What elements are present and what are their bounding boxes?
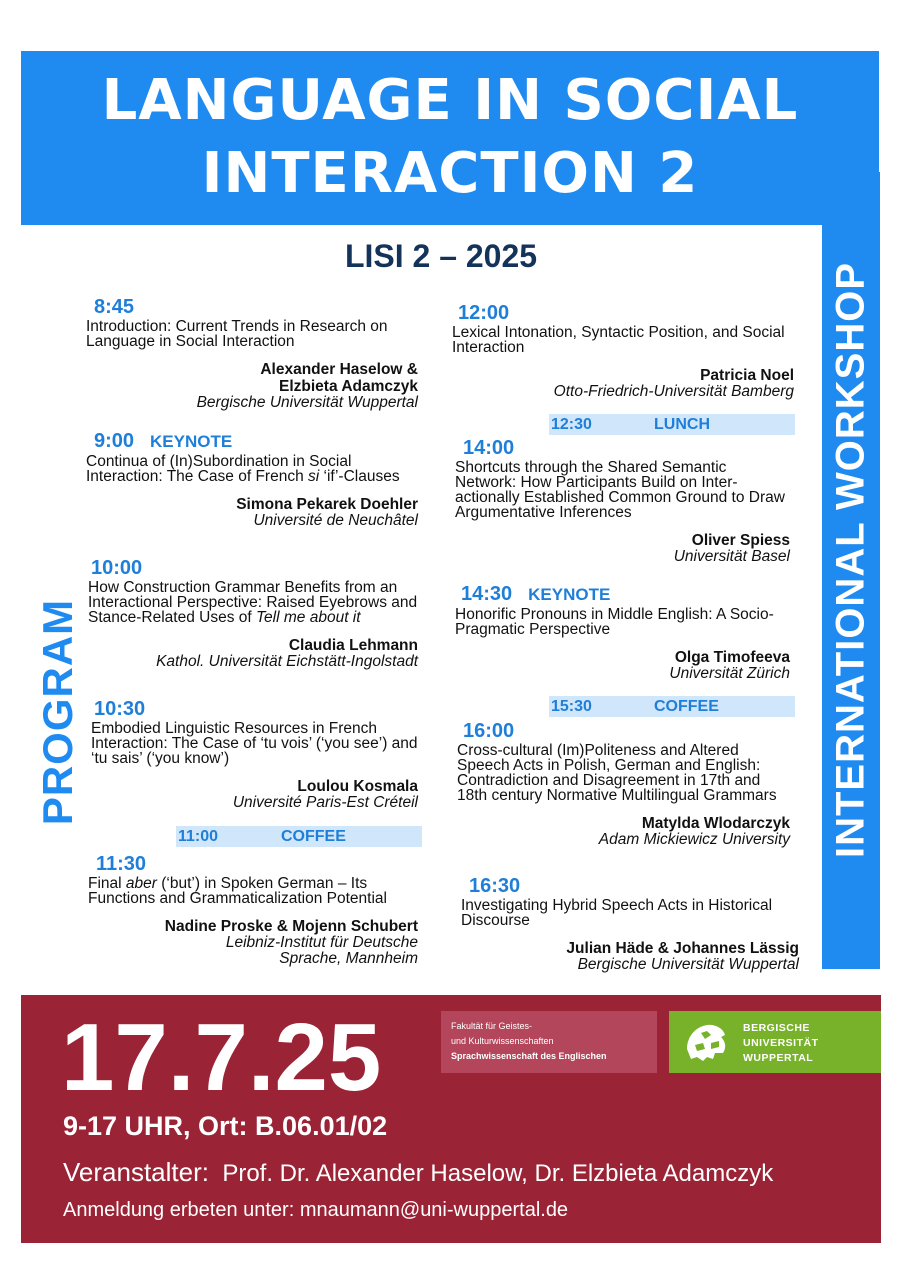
talk-title: Embodied Linguistic Resources in French Interaction: The Case of ‘tu vois’ (‘you see’) and ‘tu sais’ (‘you know’) <box>91 720 418 767</box>
talk-title: Lexical Intonation, Syntactic Position, and Social Interaction <box>452 324 785 356</box>
speaker: Alexander Haselow & Elzbieta Adamczyk <box>260 361 418 395</box>
organizer-label: Veranstalter: <box>63 1157 209 1187</box>
title-banner <box>21 51 879 225</box>
session-time: 11:30 <box>96 853 147 875</box>
session-1130 <box>88 853 418 967</box>
time-location: 9-17 UHR, Ort: B.06.01/02 <box>63 1111 388 1141</box>
faculty-box <box>441 1011 657 1073</box>
break-time: 15:30 <box>551 698 592 715</box>
keynote-badge: KEYNOTE <box>528 585 611 604</box>
talk-title <box>88 876 418 906</box>
international-workshop-label: INTERNATIONAL WORKSHOP <box>828 261 873 859</box>
talk-title: Introduction: Current Trends in Research on Language in Social Interaction <box>86 318 388 350</box>
session-time: 10:00 <box>91 557 143 579</box>
keynote-badge: KEYNOTE <box>150 432 233 451</box>
institution: Universität Basel <box>673 548 790 565</box>
uni-line-3: WUPPERTAL <box>743 1052 814 1064</box>
title-italic: aber <box>125 875 157 892</box>
session-1000 <box>88 557 418 670</box>
institution: Kathol. Universität Eichstätt-Ingolstadt <box>156 653 418 670</box>
institution: Adam Mickiewicz University <box>598 831 790 848</box>
session-1200 <box>452 302 794 400</box>
program-label: PROGRAM <box>34 598 81 826</box>
session-1030 <box>91 698 418 811</box>
speaker: Nadine Proske & Mojenn Schubert <box>164 918 418 935</box>
organizers <box>63 1157 773 1188</box>
title-part: Final <box>88 875 126 892</box>
session-845 <box>86 296 418 411</box>
break-time: 11:00 <box>178 828 219 845</box>
break-coffee-1100 <box>176 826 422 847</box>
session-1430 <box>455 583 790 682</box>
title-line-1: LANGUAGE IN SOCIAL <box>101 68 799 133</box>
talk-title: Cross-cultural (Im)Politeness and Altered Speech Acts in Polish, German and English: Contradiction and Disagreement in 17th and 18th century Normative Multilingual Grammars <box>457 742 777 804</box>
talk-title: Shortcuts through the Shared Semantic Network: How Participants Build on Inter-actionally Established Common Ground to Draw Argumentative Inferences <box>455 459 785 521</box>
speaker: Olga Timofeeva <box>674 649 790 666</box>
organizer-names: Prof. Dr. Alexander Haselow, Dr. Elzbieta Adamczyk <box>222 1160 774 1187</box>
title-italic: Tell me about it <box>256 609 361 626</box>
session-time: 14:00 <box>463 437 515 459</box>
talk-title: Honorific Pronouns in Middle English: A Socio-Pragmatic Perspective <box>455 606 774 638</box>
session-900 <box>86 430 418 529</box>
break-coffee-1530 <box>549 696 795 717</box>
time-value: 14:30 <box>461 583 513 605</box>
title-part: Continua of (In)Subordination in Social Interaction: The Case of French <box>86 453 352 485</box>
session-1630 <box>461 875 799 973</box>
institution: Leibniz-Institut für Deutsche Sprache, Mannheim <box>225 934 418 967</box>
session-time <box>86 430 418 453</box>
time-value: 9:00 <box>94 430 135 452</box>
title-italic: si <box>308 468 320 485</box>
session-time: 10:30 <box>94 698 146 720</box>
break-label: LUNCH <box>654 416 710 433</box>
session-1400 <box>455 437 790 565</box>
speaker: Oliver Spiess <box>691 532 790 549</box>
lion-crest-icon <box>681 1019 735 1065</box>
break-label: COFFEE <box>281 828 346 845</box>
break-time: 12:30 <box>551 416 592 433</box>
event-date: 17.7.25 <box>61 1004 382 1111</box>
title-part: (‘but’) in Spoken German – Its Functions and Grammaticalization Potential <box>88 875 387 907</box>
break-label: COFFEE <box>654 698 719 715</box>
faculty-line-3: Sprachwissenschaft des Englischen <box>451 1051 607 1061</box>
title-line-2: INTERACTION 2 <box>201 141 699 206</box>
session-time: 12:00 <box>458 302 510 324</box>
institution: Université de Neuchâtel <box>253 512 418 529</box>
title-part: How Construction Grammar Benefits from an Interactional Perspective: Raised Eyebrows and Stance-Related Uses of <box>88 579 418 626</box>
speaker: Patricia Noel <box>700 367 794 384</box>
session-time: 16:30 <box>469 875 521 897</box>
institution: Otto-Friedrich-Universität Bamberg <box>553 383 794 400</box>
institution: Bergische Universität Wuppertal <box>577 956 799 973</box>
footer <box>21 995 881 1243</box>
speaker: Claudia Lehmann <box>288 637 418 654</box>
uni-line-1: BERGISCHE <box>743 1022 810 1034</box>
session-1600 <box>457 720 790 848</box>
session-time <box>455 583 790 606</box>
institution: Bergische Universität Wuppertal <box>196 394 418 411</box>
title-part: ‘if’-Clauses <box>319 468 400 485</box>
session-time: 8:45 <box>94 296 135 318</box>
faculty-line-1: Fakultät für Geistes- <box>451 1021 533 1031</box>
speaker: Julian Häde & Johannes Lässig <box>566 940 799 957</box>
registration: Anmeldung erbeten unter: mnaumann@uni-wuppertal.de <box>63 1199 569 1221</box>
talk-title: Investigating Hybrid Speech Acts in Historical Discourse <box>461 897 773 929</box>
talk-title <box>88 580 418 625</box>
uni-line-2: UNIVERSITÄT <box>743 1037 819 1049</box>
talk-title <box>86 454 418 484</box>
university-logo <box>669 1011 881 1073</box>
speaker: Loulou Kosmala <box>297 778 418 795</box>
faculty-line-2: und Kulturwissenschaften <box>451 1036 554 1046</box>
speaker: Simona Pekarek Doehler <box>236 496 418 513</box>
subtitle: LISI 2 – 2025 <box>344 238 538 274</box>
institution: Université Paris-Est Créteil <box>232 794 418 811</box>
session-time: 16:00 <box>463 720 515 742</box>
university-name <box>743 1021 819 1066</box>
institution: Universität Zürich <box>669 665 790 682</box>
speaker: Matylda Wlodarczyk <box>641 815 790 832</box>
break-lunch-1230 <box>549 414 795 435</box>
